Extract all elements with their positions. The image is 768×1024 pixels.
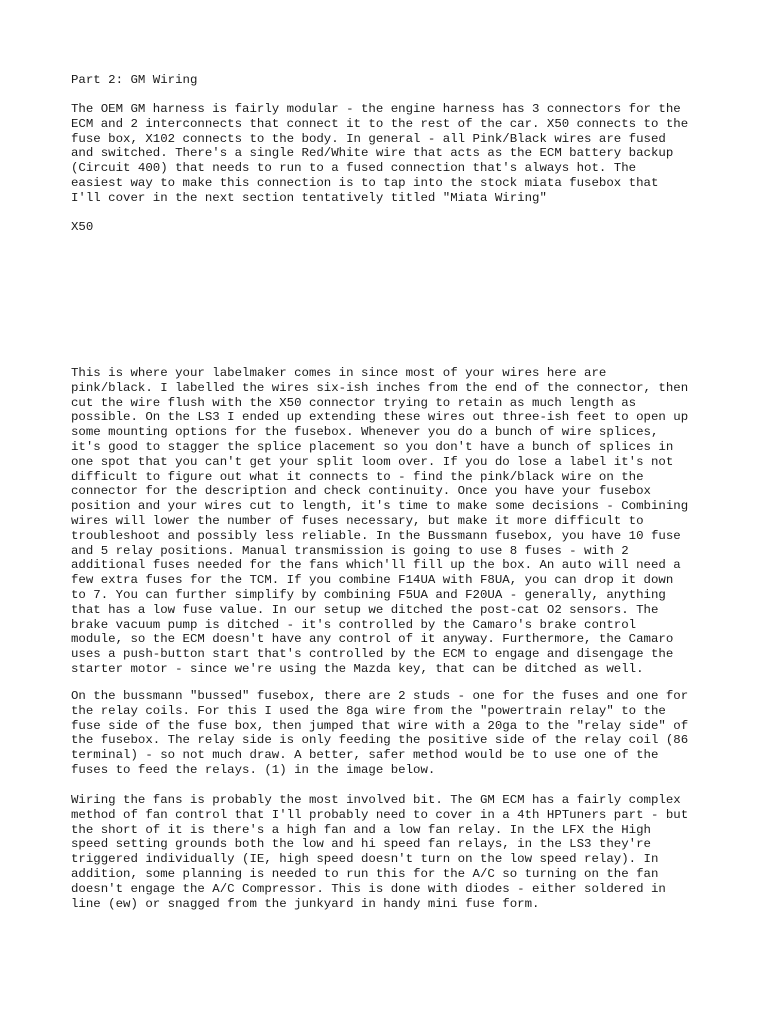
labelmaker-paragraph: This is where your labelmaker comes in since most of your wires here are pink/black. I labelled the wires six-ish inches from the end of the connector, then cut the wire flush with the X50 connector trying to retain as much length as possible. On the LS3 I ended up extending these wires out three-ish feet to open up some mounting options for the fusebox. Whenever you do a bunch of wire splices, it's good to stagger the splice placement so you don't have a bunch of splices in one spot that you can't get your split loom over. If you do lose a label it's not difficult to figure out what it connects to - find the pink/black wire on the connector for the description and check continuity. Once you have your fusebox position and your wires cut to length, it's time to make some decisions - Combining wires will lower the number of fuses necessary, but make it more difficult to troubleshoot and possibly less reliable. In the Bussmann fusebox, you have 10 fuse and 5 relay positions. Manual transmission is going to use 8 fuses - with 2 additional fuses needed for the fans which'll fill up the box. An auto will need a few extra fuses for the TCM. If you combine F14UA with F8UA, you can drop it down to 7. You can further simplify by combining F5UA and F20UA - generally, anything that has a low fuse value. In our setup we ditched the post-cat O2 sensors. The brake vacuum pump is ditched - it's controlled by the Camaro's brake control module, so the ECM doesn't have any control of it anyway. Furthermore, the Camaro uses a push-button start that's controlled by the ECM to engage and disengage the starter motor - since we're using the Mazda key, that can be ditched as well. <box>71 366 689 676</box>
fan-wiring-paragraph: Wiring the fans is probably the most involved bit. The GM ECM has a fairly complex method of fan control that I'll probably need to cover in a 4th HPTuners part - but the short of it is there's a high fan and a low fan relay. In the LFX the High speed setting grounds both the low and hi speed fan relays, in the LS3 they're triggered individually (IE, high speed doesn't turn on the low speed relay). In addition, some planning is needed to run this for the A/C so turning on the fan doesn't engage the A/C Compressor. This is done with diodes - either soldered in line (ew) or snagged from the junkyard in handy mini fuse form. <box>71 793 689 911</box>
fusebox-studs-paragraph: On the bussmann "bussed" fusebox, there are 2 studs - one for the fuses and one for the relay coils. For this I used the 8ga wire from the "powertrain relay" to the fuse side of the fuse box, then jumped that wire with a 20ga to the "relay side" of the fusebox. The relay side is only feeding the positive side of the relay coil (86 terminal) - so not much draw. A better, safer method would be to use one of the fuses to feed the relays. (1) in the image below. <box>71 689 689 777</box>
section-heading: Part 2: GM Wiring <box>71 73 198 87</box>
x50-label: X50 <box>71 220 94 234</box>
intro-paragraph: The OEM GM harness is fairly modular - the engine harness has 3 connectors for the ECM and 2 interconnects that connect it to the rest of the car. X50 connects to the fuse box, X102 connects to the body. In general - all Pink/Black wires are fused and switched. There's a single Red/White wire that acts as the ECM battery backup (Circuit 400) that needs to run to a fused connection that's always hot. The easiest way to make this connection is to tap into the stock miata fusebox that I'll cover in the next section tentatively titled "Miata Wiring" <box>71 102 689 205</box>
x50-image-placeholder <box>71 245 691 360</box>
